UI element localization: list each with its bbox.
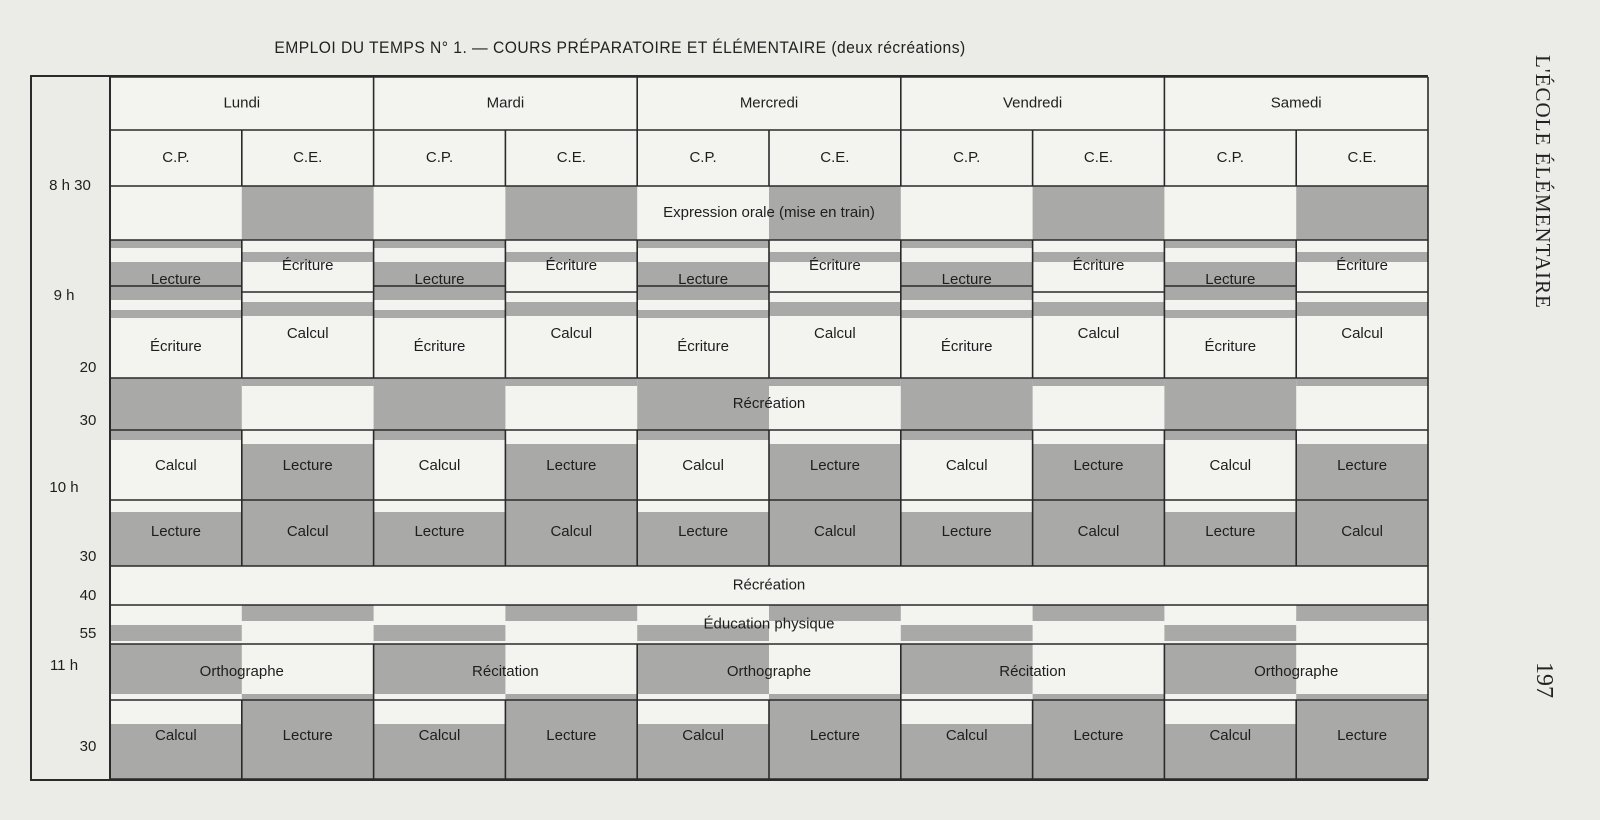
time-label: 8 h 30 [49,176,91,194]
lesson-label: Lecture [1337,726,1388,744]
level-header-cp: C.P. [953,148,981,166]
level-header-cp: C.P. [425,148,454,166]
level-header-ce: C.E. [1083,148,1114,166]
shade-band [637,430,769,440]
shade-band [1033,378,1165,386]
lesson-label: Lecture [414,522,465,540]
level-header-ce: C.E. [820,148,850,166]
time-label: 30 [79,547,97,565]
lesson-label: Calcul [814,324,856,342]
shade-band [1296,302,1428,316]
lesson-label: Lecture [282,726,333,744]
page-title: EMPLOI DU TEMPS N° 1. — COURS PRÉPARATOIRE ET ÉLÉMENTAIRE (deux récréations) [274,38,966,57]
shade-band [374,240,506,248]
shade-band [374,310,506,318]
shade-band [901,240,1033,248]
shaded-cell [110,378,242,430]
lesson-label: Calcul [1077,522,1120,540]
lesson-label: Éducation physique [703,615,835,633]
shade-band [901,310,1033,318]
level-header-cp: C.P. [689,148,717,166]
shade-band [1296,378,1428,386]
lesson-label: Écriture [281,256,334,274]
day-header: Lundi [223,94,261,112]
level-header-ce: C.E. [293,148,323,166]
shade-band [769,378,901,386]
lesson-label: Orthographe [199,662,284,680]
lesson-label: Écriture [940,337,993,355]
day-header: Mardi [486,94,525,112]
day-header: Vendredi [1002,94,1063,112]
lesson-label: Orthographe [1254,662,1339,680]
lesson-label: Calcul [286,522,329,540]
lesson-label: Calcul [550,522,593,540]
shade-band [110,625,242,641]
lesson-label: Calcul [155,456,197,474]
lesson-label: Lecture [1073,726,1124,744]
shade-band [1164,240,1296,248]
time-label: 9 h [53,286,75,304]
day-header: Mercredi [739,94,799,112]
time-label: 30 [79,411,97,429]
lesson-label: Lecture [678,522,729,540]
shade-band [1296,605,1428,621]
page-number: 197 [1531,662,1557,698]
shade-band [110,310,242,318]
shade-band [110,240,242,248]
lesson-label: Lecture [150,522,201,540]
lesson-label: Calcul [682,456,724,474]
lesson-label: Lecture [414,270,465,288]
shade-band [242,302,374,316]
lesson-label: Lecture [678,270,729,288]
time-label: 10 h [49,478,79,496]
lesson-label: Calcul [1209,456,1252,474]
shaded-cell [374,378,506,430]
shade-band [242,605,374,621]
lesson-label: Calcul [1077,324,1120,342]
lesson-label: Calcul [1209,726,1252,744]
level-header-cp: C.P. [162,148,190,166]
lesson-label: Lecture [282,456,333,474]
lesson-label: Récitation [999,662,1066,680]
shade-band [1164,625,1296,641]
running-head: L'ÉCOLE ÉLÉMENTAIRE [1531,55,1555,309]
lesson-label: Lecture [546,726,597,744]
shade-band [505,378,637,386]
lesson-label: Écriture [1336,256,1388,274]
lesson-label: Calcul [286,324,329,342]
level-header-cp: C.P. [1216,148,1244,166]
shaded-cell [1033,186,1165,240]
lesson-label: Calcul [418,456,461,474]
shade-band [769,302,901,316]
time-label: 30 [79,737,97,755]
lesson-label: Écriture [809,256,861,274]
lesson-label: Écriture [677,337,729,355]
lesson-label: Écriture [413,337,466,355]
shade-band [374,430,506,440]
shade-band [110,430,242,440]
shaded-cell [1164,378,1296,430]
lesson-label: Calcul [945,456,988,474]
lesson-label: Calcul [1341,324,1383,342]
lesson-label: Récitation [472,662,539,680]
lesson-label: Calcul [945,726,988,744]
shade-band [901,625,1033,641]
shade-band [242,378,374,386]
shade-band [1164,310,1296,318]
lesson-label: Calcul [682,726,724,744]
day-header: Samedi [1270,94,1322,112]
shaded-cell [1296,186,1428,240]
lesson-label: Lecture [1205,522,1256,540]
shade-band [1164,430,1296,440]
time-label: 11 h [49,656,79,674]
lesson-label: Calcul [155,726,197,744]
lesson-label: Calcul [418,726,461,744]
shade-band [1033,605,1165,621]
level-header-ce: C.E. [556,148,586,166]
lesson-label: Lecture [546,456,597,474]
lesson-label: Récréation [732,576,806,594]
lesson-label: Lecture [1337,456,1388,474]
shade-band [505,605,637,621]
shade-band [1033,302,1165,316]
lesson-label: Orthographe [726,662,812,680]
lesson-label: Calcul [814,522,856,540]
lesson-label: Écriture [545,256,598,274]
level-header-ce: C.E. [1347,148,1377,166]
lesson-label: Expression orale (mise en train) [663,203,875,221]
shaded-cell [901,378,1033,430]
shade-band [374,625,506,641]
lesson-label: Calcul [550,324,593,342]
shade-band [637,240,769,248]
lesson-label: Calcul [1341,522,1383,540]
shade-band [505,302,637,316]
lesson-label: Lecture [809,456,860,474]
lesson-label: Lecture [1073,456,1124,474]
lesson-label: Écriture [1204,337,1257,355]
time-label: 40 [79,586,97,604]
lesson-label: Récréation [732,394,806,412]
lesson-label: Lecture [1205,270,1256,288]
shade-band [637,310,769,318]
lesson-label: Lecture [941,270,992,288]
shade-band [901,430,1033,440]
lesson-label: Écriture [1072,256,1125,274]
lesson-label: Écriture [150,337,202,355]
lesson-label: Lecture [941,522,992,540]
time-label: 20 [79,358,97,376]
lesson-label: Lecture [150,270,201,288]
time-label: 55 [79,624,97,642]
shaded-cell [505,186,637,240]
shaded-cell [242,186,374,240]
lesson-label: Lecture [809,726,860,744]
